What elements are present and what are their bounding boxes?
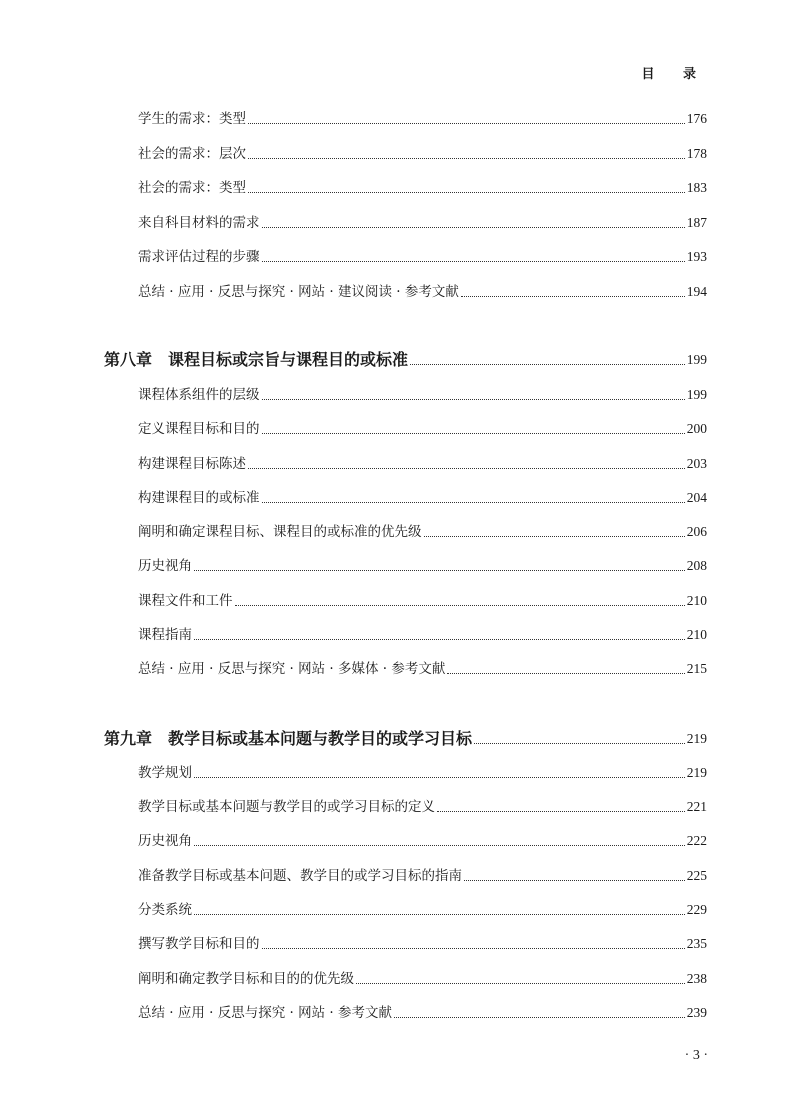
toc-entry[interactable] <box>138 555 707 577</box>
toc-entry-title: 构建课程目的或标准 <box>138 490 260 506</box>
dot-leader <box>248 123 685 124</box>
toc-entry[interactable] <box>138 281 707 303</box>
toc-entry-page: 221 <box>686 799 707 814</box>
toc-entry-page: 229 <box>686 902 707 917</box>
dot-leader <box>262 948 685 949</box>
toc-entry[interactable] <box>138 658 707 680</box>
dot-leader <box>194 777 685 778</box>
toc-entry-page: 219 <box>686 765 707 780</box>
dot-leader <box>262 261 685 262</box>
toc-entry[interactable] <box>138 212 707 234</box>
toc-entry-page: 215 <box>686 661 707 676</box>
toc-entry[interactable] <box>138 453 707 475</box>
toc-entry-title: 定义课程目标和目的 <box>138 421 260 437</box>
toc-entry[interactable] <box>138 865 707 887</box>
toc-entry-title: 总结 · 应用 · 反思与探究 · 网站 · 多媒体 · 参考文献 <box>138 661 446 677</box>
toc-entry-title: 学生的需求：类型 <box>138 111 246 127</box>
toc-entry-page: 210 <box>686 593 707 608</box>
toc-entry-title: 课程指南 <box>138 627 192 643</box>
toc-entry-title: 准备教学目标或基本问题、教学目的或学习目标的指南 <box>138 868 462 884</box>
toc-entry-title: 阐明和确定课程目标、课程目的或标准的优先级 <box>138 524 422 540</box>
toc-entry[interactable] <box>138 762 707 784</box>
dot-leader <box>248 468 685 469</box>
toc-entry[interactable] <box>138 384 707 406</box>
toc-chapter-entry[interactable] <box>104 349 707 371</box>
toc-entry-title: 阐明和确定教学目标和目的的优先级 <box>138 971 354 987</box>
toc-entry-page: 206 <box>686 524 707 539</box>
toc-entry-page: 194 <box>686 284 707 299</box>
toc-entry-page: 238 <box>686 971 707 986</box>
toc-entry-title: 分类系统 <box>138 902 192 918</box>
dot-leader <box>262 502 685 503</box>
dot-leader <box>424 536 685 537</box>
toc-entry[interactable] <box>138 590 707 612</box>
dot-leader <box>248 158 685 159</box>
toc-entry-title: 来自科目材料的需求 <box>138 215 260 231</box>
dot-leader <box>248 192 685 193</box>
toc-entry[interactable] <box>138 246 707 268</box>
toc-entry-page: 183 <box>686 180 707 195</box>
toc-entry-title: 社会的需求：类型 <box>138 180 246 196</box>
dot-leader <box>464 880 685 881</box>
dot-leader <box>356 983 685 984</box>
dot-leader <box>262 227 685 228</box>
toc-entry-title: 需求评估过程的步骤 <box>138 249 260 265</box>
toc-entry-title: 教学规划 <box>138 765 192 781</box>
toc-entry-page: 219 <box>686 731 707 746</box>
toc-entry[interactable] <box>138 796 707 818</box>
toc-entry-page: 176 <box>686 111 707 126</box>
toc-chapter-title: 第九章 教学目标或基本问题与教学目的或学习目标 <box>104 729 473 748</box>
toc-entry[interactable] <box>138 899 707 921</box>
toc-entry[interactable] <box>138 521 707 543</box>
toc-entry-title: 教学目标或基本问题与教学目的或学习目标的定义 <box>138 799 435 815</box>
toc-entry-title: 撰写教学目标和目的 <box>138 936 260 952</box>
toc-entry-page: 178 <box>686 146 707 161</box>
toc-entry[interactable] <box>138 418 707 440</box>
toc-entry-page: 210 <box>686 627 707 642</box>
dot-leader <box>447 673 684 674</box>
dot-leader <box>262 433 685 434</box>
dot-leader <box>235 605 685 606</box>
toc-entry[interactable] <box>138 830 707 852</box>
toc-entry[interactable] <box>138 624 707 646</box>
dot-leader <box>474 743 685 744</box>
toc-entry-page: 208 <box>686 558 707 573</box>
toc-entry[interactable] <box>138 968 707 990</box>
toc-entry-page: 239 <box>686 1005 707 1020</box>
toc-entry-page: 187 <box>686 215 707 230</box>
toc-entry-page: 222 <box>686 833 707 848</box>
toc-entry-title: 历史视角 <box>138 833 192 849</box>
dot-leader <box>194 845 685 846</box>
toc-entry[interactable] <box>138 108 707 130</box>
toc-entry-page: 199 <box>686 387 707 402</box>
toc-entry-page: 225 <box>686 868 707 883</box>
dot-leader <box>194 570 685 571</box>
toc-entry-page: 203 <box>686 456 707 471</box>
toc-entry[interactable] <box>138 933 707 955</box>
dot-leader <box>194 639 685 640</box>
toc-entry-page: 193 <box>686 249 707 264</box>
toc-chapter-title: 第八章 课程目标或宗旨与课程目的或标准 <box>104 350 409 369</box>
dot-leader <box>410 364 685 365</box>
dot-leader <box>394 1017 685 1018</box>
dot-leader <box>262 399 685 400</box>
toc-entry-title: 课程体系组件的层级 <box>138 387 260 403</box>
toc-entry-title: 社会的需求：层次 <box>138 146 246 162</box>
toc-entry-title: 总结 · 应用 · 反思与探究 · 网站 · 建议阅读 · 参考文献 <box>138 284 459 300</box>
toc-entry[interactable] <box>138 177 707 199</box>
toc-entry-page: 204 <box>686 490 707 505</box>
dot-leader <box>194 914 685 915</box>
toc-entry-page: 200 <box>686 421 707 436</box>
toc-entry[interactable] <box>138 1002 707 1024</box>
dot-leader <box>437 811 685 812</box>
toc-entry-page: 199 <box>686 352 707 367</box>
toc-entry-page: 235 <box>686 936 707 951</box>
page-number: · 3 · <box>684 1048 708 1063</box>
toc-entry-title: 总结 · 应用 · 反思与探究 · 网站 · 参考文献 <box>138 1005 392 1021</box>
toc-entry-title: 构建课程目标陈述 <box>138 456 246 472</box>
toc-entry[interactable] <box>138 487 707 509</box>
toc-entry-title: 历史视角 <box>138 558 192 574</box>
toc-chapter-entry[interactable] <box>104 728 707 750</box>
running-head: 目 录 <box>641 67 708 82</box>
toc-entry[interactable] <box>138 143 707 165</box>
toc-entry-title: 课程文件和工件 <box>138 593 233 609</box>
dot-leader <box>461 296 685 297</box>
